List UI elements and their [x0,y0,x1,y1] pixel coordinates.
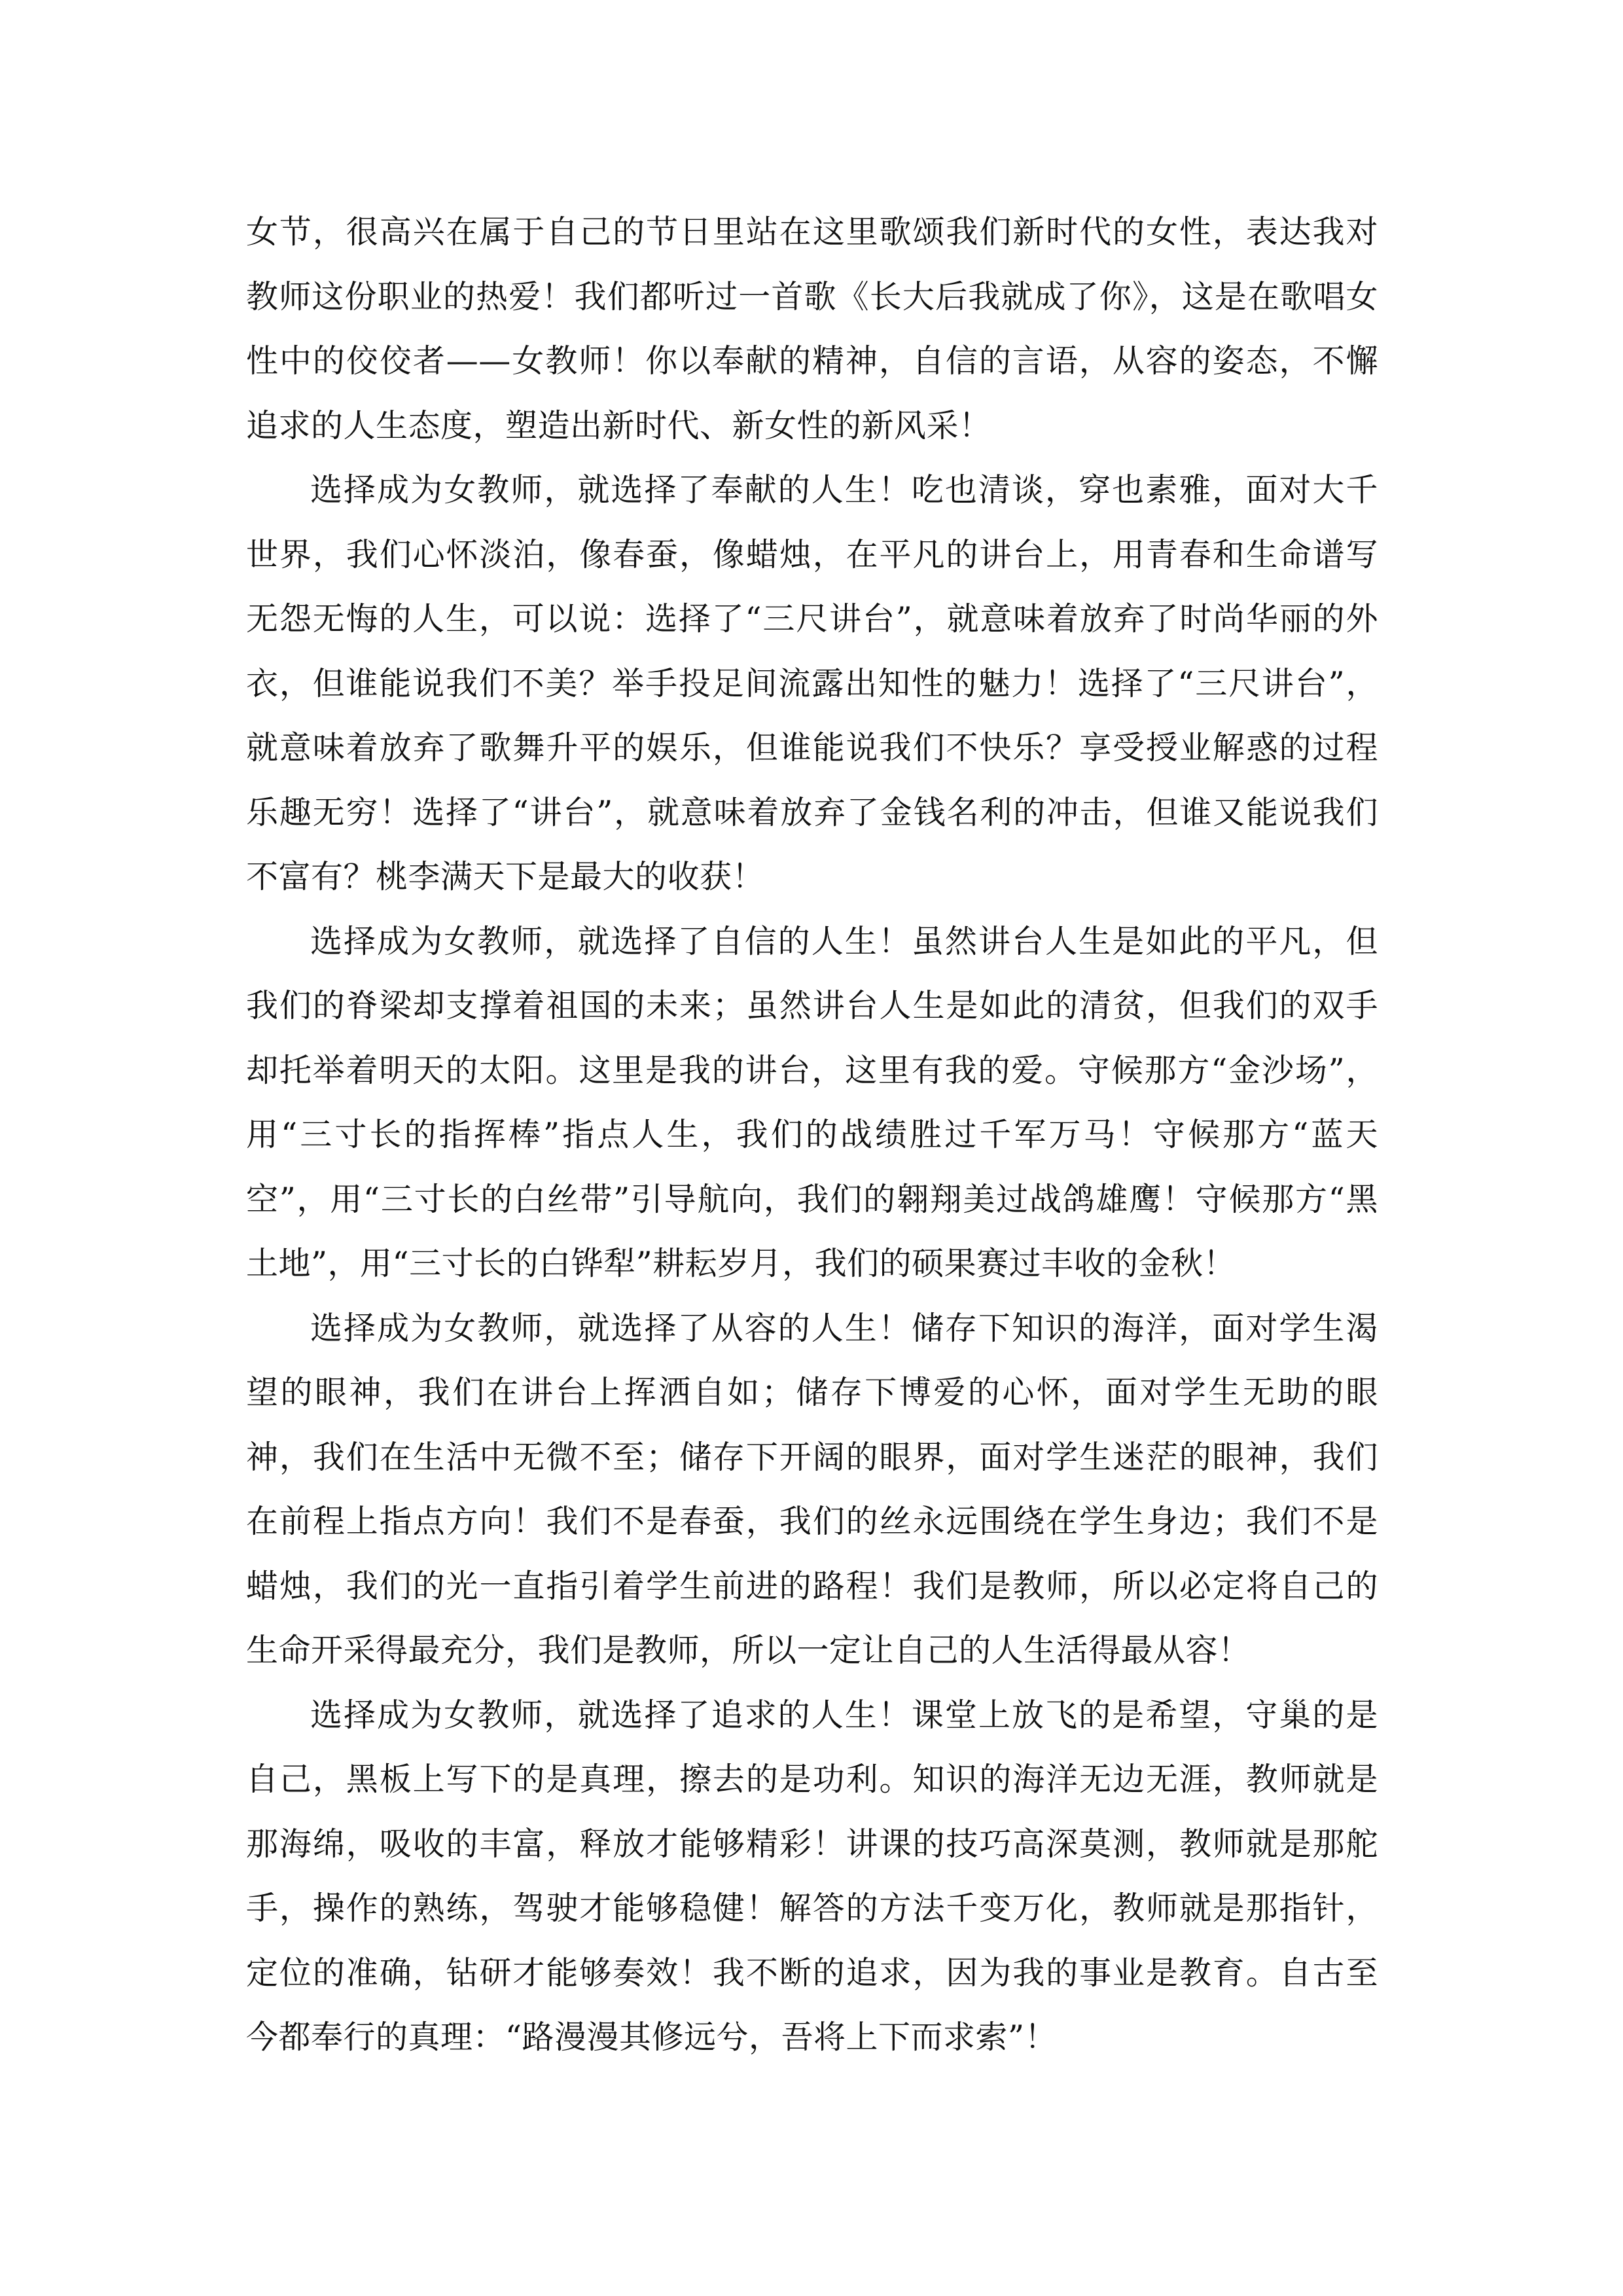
paragraph-5: 选择成为女教师，就选择了追求的人生！课堂上放飞的是希望，守巢的是自己，黑板上写下的是真理，擦去的是功利。知识的海洋无边无涯，教师就是那海绵，吸收的丰富，释放才能够精彩！讲课的技巧高深莫测，教师就是那舵手，操作的熟练，驾驶才能够稳健！解答的方法千变万化，教师就是那指针，定位的准确，钻研才能够奏效！我不断的追求，因为我的事业是教育。自古至今都奉行的真理：“路漫漫其修远兮，吾将上下而求索”！ [246,1696,1378,2056]
paragraph-1: 女节，很高兴在属于自己的节日里站在这里歌颂我们新时代的女性，表达我对教师这份职业的热爱！我们都听过一首歌《长大后我就成了你》，这是在歌唱女性中的佼佼者——女教师！你以奉献的精神，自信的言语，从容的姿态，不懈追求的人生态度，塑造出新时代、新女性的新风采！ [246,213,1378,444]
paragraph-2: 选择成为女教师，就选择了奉献的人生！吃也清谈，穿也素雅，面对大千世界，我们心怀淡泊，像春蚕，像蜡烛，在平凡的讲台上，用青春和生命谱写无怨无悔的人生，可以说：选择了“三尺讲台”，就意味着放弃了时尚华丽的外衣，但谁能说我们不美？举手投足间流露出知性的魅力！选择了“三尺讲台”，就意味着放弃了歌舞升平的娱乐，但谁能说我们不快乐？享受授业解惑的过程乐趣无穷！选择了“讲台”，就意味着放弃了金钱名利的冲击，但谁又能说我们不富有？桃李满天下是最大的收获！ [246,471,1378,895]
paragraph-4: 选择成为女教师，就选择了从容的人生！储存下知识的海洋，面对学生渴望的眼神，我们在讲台上挥洒自如；储存下博爱的心怀，面对学生无助的眼神，我们在生活中无微不至；储存下开阔的眼界，面对学生迷茫的眼神，我们在前程上指点方向！我们不是春蚕，我们的丝永远围绕在学生身边；我们不是蜡烛，我们的光一直指引着学生前进的路程！我们是教师，所以必定将自己的生命开采得最充分，我们是教师，所以一定让自己的人生活得最从容！ [246,1309,1378,1669]
paragraph-3: 选择成为女教师，就选择了自信的人生！虽然讲台人生是如此的平凡，但我们的脊梁却支撑着祖国的未来；虽然讲台人生是如此的清贫，但我们的双手却托举着明天的太阳。这里是我的讲台，这里有我的爱。守候那方“金沙场”，用“三寸长的指挥棒”指点人生，我们的战绩胜过千军万马！守候那方“蓝天空”，用“三寸长的白丝带”引导航向，我们的翱翔美过战鸽雄鹰！守候那方“黑土地”，用“三寸长的白铧犁”耕耘岁月，我们的硕果赛过丰收的金秋！ [246,922,1378,1282]
document-body [246,200,1378,2070]
